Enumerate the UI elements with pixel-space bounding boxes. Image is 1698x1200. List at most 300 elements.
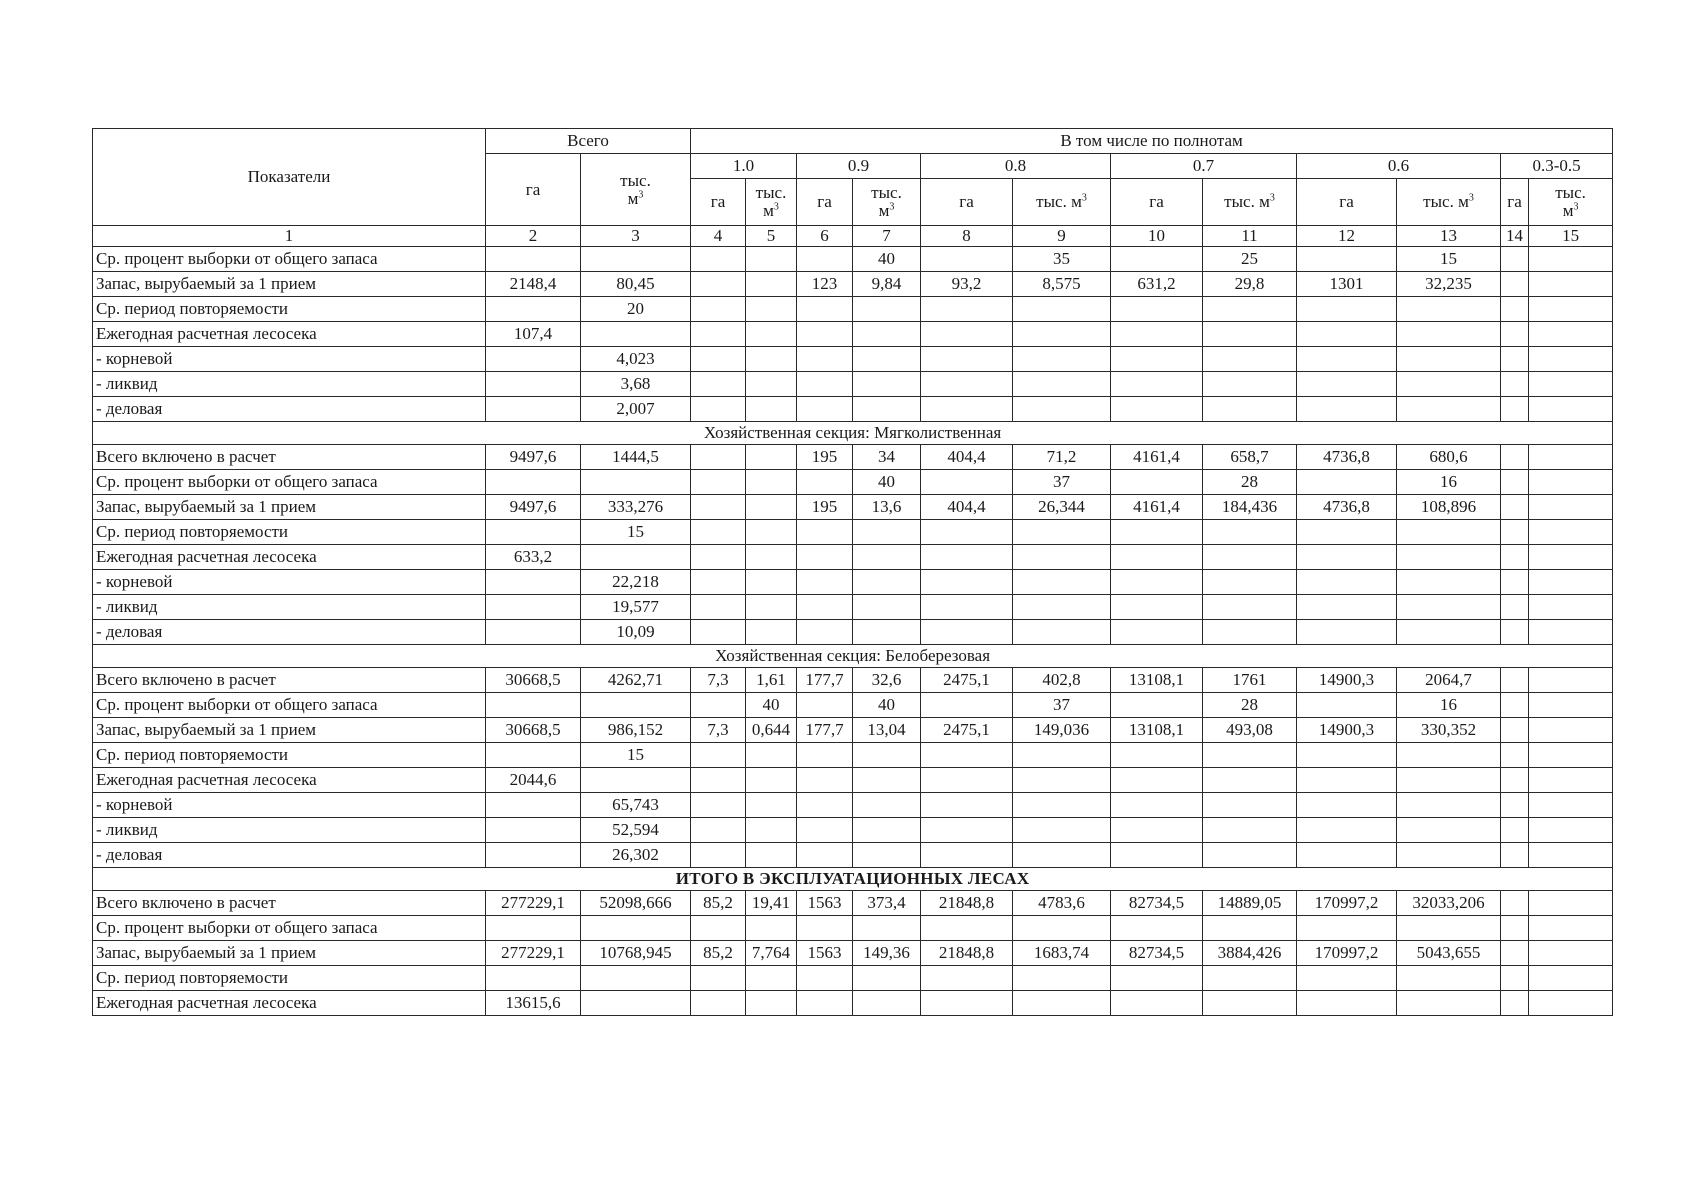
table-cell: 404,4 — [921, 445, 1013, 470]
table-row — [93, 272, 1613, 297]
header-unit-ha: га — [797, 179, 853, 226]
table-cell — [853, 818, 921, 843]
table-cell — [1013, 916, 1111, 941]
table-cell: 32,6 — [853, 668, 921, 693]
table-cell — [691, 620, 746, 645]
table-cell — [691, 470, 746, 495]
table-cell — [1203, 620, 1297, 645]
table-cell: 16 — [1397, 470, 1501, 495]
table-cell: 85,2 — [691, 891, 746, 916]
table-cell — [1501, 818, 1529, 843]
table-cell — [691, 520, 746, 545]
table-cell — [797, 793, 853, 818]
table-cell — [1013, 991, 1111, 1016]
table-cell: 22,218 — [581, 570, 691, 595]
table-cell — [1203, 916, 1297, 941]
table-cell — [1501, 570, 1529, 595]
header-density-5: 0.6 — [1297, 154, 1501, 179]
table-cell — [921, 620, 1013, 645]
table-cell — [1111, 347, 1203, 372]
table-cell — [853, 520, 921, 545]
table-cell — [1529, 247, 1613, 272]
table-cell — [1501, 595, 1529, 620]
table-cell — [691, 818, 746, 843]
table-cell — [746, 545, 797, 570]
table-cell — [1297, 818, 1397, 843]
row-label: - ликвид — [93, 372, 486, 397]
table-cell — [1501, 297, 1529, 322]
table-cell: 177,7 — [797, 718, 853, 743]
table-cell — [1397, 545, 1501, 570]
table-cell — [746, 595, 797, 620]
section-header-row — [93, 645, 1613, 668]
table-cell — [691, 991, 746, 1016]
table-cell — [486, 595, 581, 620]
header-column-number: 8 — [921, 226, 1013, 247]
table-cell — [746, 818, 797, 843]
table-cell: 80,45 — [581, 272, 691, 297]
table-cell — [797, 843, 853, 868]
table-cell — [746, 495, 797, 520]
table-cell — [1203, 397, 1297, 422]
table-cell — [1203, 545, 1297, 570]
table-cell — [1203, 570, 1297, 595]
table-cell: 1563 — [797, 891, 853, 916]
table-cell — [1397, 966, 1501, 991]
table-cell — [486, 818, 581, 843]
table-row — [93, 941, 1613, 966]
table-cell: 40 — [746, 693, 797, 718]
table-cell — [1397, 397, 1501, 422]
header-column-number: 4 — [691, 226, 746, 247]
table-cell — [691, 495, 746, 520]
table-row — [93, 991, 1613, 1016]
table-cell: 1563 — [797, 941, 853, 966]
table-cell: 52,594 — [581, 818, 691, 843]
header-total-volume: тыс. $м^3$ — [581, 154, 691, 226]
header-column-number: 1 — [93, 226, 486, 247]
table-cell — [1297, 570, 1397, 595]
table-cell: 493,08 — [1203, 718, 1297, 743]
table-cell — [691, 595, 746, 620]
table-cell — [921, 322, 1013, 347]
table-cell — [691, 545, 746, 570]
table-cell — [486, 793, 581, 818]
table-cell — [1111, 818, 1203, 843]
header-unit-volume: тыс. $м^3$ — [1529, 179, 1613, 226]
table-cell: 4736,8 — [1297, 445, 1397, 470]
table-cell: 7,3 — [691, 718, 746, 743]
table-cell — [1111, 397, 1203, 422]
table-cell — [921, 693, 1013, 718]
table-cell: 277229,1 — [486, 941, 581, 966]
table-cell — [853, 570, 921, 595]
table-cell — [921, 991, 1013, 1016]
table-cell — [853, 916, 921, 941]
table-cell — [921, 297, 1013, 322]
table-cell — [581, 693, 691, 718]
table-cell — [1111, 372, 1203, 397]
table-cell — [1203, 966, 1297, 991]
table-row — [93, 966, 1613, 991]
table-cell: 37 — [1013, 693, 1111, 718]
table-cell — [1297, 793, 1397, 818]
table-cell — [1111, 693, 1203, 718]
table-cell — [853, 843, 921, 868]
table-cell — [1111, 966, 1203, 991]
table-row — [93, 718, 1613, 743]
table-cell: 25 — [1203, 247, 1297, 272]
header-column-number: 6 — [797, 226, 853, 247]
row-label: Запас, вырубаемый за 1 прием — [93, 941, 486, 966]
table-cell — [1203, 297, 1297, 322]
row-label: Всего включено в расчет — [93, 668, 486, 693]
header-column-number: 9 — [1013, 226, 1111, 247]
table-cell: 2044,6 — [486, 768, 581, 793]
table-cell — [853, 347, 921, 372]
header-column-number: 12 — [1297, 226, 1397, 247]
section-title: Хозяйственная секция: Белоберезовая — [93, 645, 1613, 668]
table-cell — [1501, 941, 1529, 966]
table-cell: 1301 — [1297, 272, 1397, 297]
table-cell — [581, 991, 691, 1016]
table-cell — [1397, 768, 1501, 793]
table-cell: 333,276 — [581, 495, 691, 520]
table-cell — [486, 570, 581, 595]
table-cell: 680,6 — [1397, 445, 1501, 470]
header-total-ha: га — [486, 154, 581, 226]
table-cell — [691, 793, 746, 818]
table-row — [93, 545, 1613, 570]
table-cell — [1529, 966, 1613, 991]
table-cell: 4,023 — [581, 347, 691, 372]
table-cell — [1501, 322, 1529, 347]
table-cell — [746, 768, 797, 793]
table-row — [93, 916, 1613, 941]
table-cell — [1111, 916, 1203, 941]
table-cell: 14900,3 — [1297, 718, 1397, 743]
table-row — [93, 843, 1613, 868]
table-cell — [1013, 297, 1111, 322]
table-cell — [1397, 620, 1501, 645]
table-cell — [691, 966, 746, 991]
table-cell — [1501, 272, 1529, 297]
section-header-row — [93, 422, 1613, 445]
table-cell: 4736,8 — [1297, 495, 1397, 520]
table-cell — [1297, 620, 1397, 645]
table-cell — [486, 372, 581, 397]
table-cell — [921, 843, 1013, 868]
table-cell: 3,68 — [581, 372, 691, 397]
table-cell — [1529, 843, 1613, 868]
table-cell: 4161,4 — [1111, 445, 1203, 470]
row-label: - деловая — [93, 620, 486, 645]
row-label: Запас, вырубаемый за 1 прием — [93, 272, 486, 297]
table-cell — [1529, 272, 1613, 297]
table-cell: 184,436 — [1203, 495, 1297, 520]
row-label: Ср. период повторяемости — [93, 966, 486, 991]
table-cell — [1397, 520, 1501, 545]
table-cell — [1111, 793, 1203, 818]
table-cell — [1501, 397, 1529, 422]
row-label: Ежегодная расчетная лесосека — [93, 322, 486, 347]
table-cell: 177,7 — [797, 668, 853, 693]
table-cell: 330,352 — [1397, 718, 1501, 743]
table-cell: 34 — [853, 445, 921, 470]
table-cell: 0,644 — [746, 718, 797, 743]
table-row — [93, 470, 1613, 495]
table-cell — [1529, 545, 1613, 570]
table-cell — [853, 595, 921, 620]
table-cell: 10768,945 — [581, 941, 691, 966]
table-cell — [1111, 570, 1203, 595]
table-cell: 20 — [581, 297, 691, 322]
table-cell — [581, 470, 691, 495]
table-cell — [797, 247, 853, 272]
table-cell — [1397, 347, 1501, 372]
row-label: - деловая — [93, 397, 486, 422]
table-row — [93, 297, 1613, 322]
row-label: Всего включено в расчет — [93, 891, 486, 916]
header-unit-ha: га — [1111, 179, 1203, 226]
table-row — [93, 247, 1613, 272]
table-cell — [1013, 322, 1111, 347]
table-cell — [1013, 570, 1111, 595]
table-cell — [1013, 768, 1111, 793]
table-cell: 107,4 — [486, 322, 581, 347]
table-cell — [746, 297, 797, 322]
table-cell: 5043,655 — [1397, 941, 1501, 966]
table-cell: 82734,5 — [1111, 941, 1203, 966]
table-cell — [921, 470, 1013, 495]
table-cell: 19,577 — [581, 595, 691, 620]
table-cell: 986,152 — [581, 718, 691, 743]
table-row — [93, 891, 1613, 916]
table-cell — [853, 397, 921, 422]
table-cell — [691, 372, 746, 397]
table-cell — [853, 545, 921, 570]
table-cell — [1529, 793, 1613, 818]
table-cell — [1529, 520, 1613, 545]
table-cell: 13,6 — [853, 495, 921, 520]
table-cell: 37 — [1013, 470, 1111, 495]
table-cell — [486, 693, 581, 718]
table-cell — [1529, 916, 1613, 941]
table-cell — [1501, 693, 1529, 718]
table-cell — [797, 297, 853, 322]
row-label: Ср. процент выборки от общего запаса — [93, 247, 486, 272]
table-cell — [1501, 247, 1529, 272]
header-by-density: В том числе по полнотам — [691, 129, 1613, 154]
table-cell — [1397, 818, 1501, 843]
table-cell — [853, 372, 921, 397]
header-column-number: 7 — [853, 226, 921, 247]
table-cell — [1013, 372, 1111, 397]
table-cell — [853, 743, 921, 768]
table-cell — [797, 545, 853, 570]
table-cell — [853, 966, 921, 991]
table-cell — [1397, 595, 1501, 620]
table-cell — [486, 620, 581, 645]
header-column-number: 5 — [746, 226, 797, 247]
table-cell — [921, 743, 1013, 768]
table-cell — [1297, 768, 1397, 793]
header-column-number: 14 — [1501, 226, 1529, 247]
table-cell — [853, 793, 921, 818]
table-cell — [1529, 445, 1613, 470]
table-cell — [1111, 595, 1203, 620]
table-cell: 277229,1 — [486, 891, 581, 916]
table-cell — [797, 916, 853, 941]
table-cell — [1529, 347, 1613, 372]
table-cell: 658,7 — [1203, 445, 1297, 470]
row-label: Ср. период повторяемости — [93, 743, 486, 768]
table-cell — [1397, 322, 1501, 347]
header-column-number: 13 — [1397, 226, 1501, 247]
table-cell — [1297, 347, 1397, 372]
table-cell: 149,36 — [853, 941, 921, 966]
forest-calculation-table — [92, 128, 1613, 1016]
table-cell — [1203, 768, 1297, 793]
table-cell: 1683,74 — [1013, 941, 1111, 966]
table-cell — [1111, 620, 1203, 645]
table-cell — [853, 768, 921, 793]
table-cell — [746, 743, 797, 768]
table-cell: 16 — [1397, 693, 1501, 718]
header-column-number: 3 — [581, 226, 691, 247]
table-cell — [1529, 991, 1613, 1016]
header-unit-ha: га — [921, 179, 1013, 226]
table-cell — [581, 322, 691, 347]
table-cell — [1297, 843, 1397, 868]
table-cell — [1203, 372, 1297, 397]
header-column-number: 15 — [1529, 226, 1613, 247]
table-cell — [1013, 743, 1111, 768]
table-cell — [1297, 545, 1397, 570]
table-cell: 4262,71 — [581, 668, 691, 693]
table-cell — [746, 793, 797, 818]
table-cell — [797, 818, 853, 843]
table-row — [93, 347, 1613, 372]
table-cell: 9,84 — [853, 272, 921, 297]
table-cell — [581, 247, 691, 272]
table-cell — [797, 991, 853, 1016]
table-cell: 631,2 — [1111, 272, 1203, 297]
table-cell — [797, 620, 853, 645]
table-cell — [921, 347, 1013, 372]
table-cell — [691, 297, 746, 322]
table-cell: 40 — [853, 470, 921, 495]
table-cell — [1501, 347, 1529, 372]
table-cell: 19,41 — [746, 891, 797, 916]
row-label: Ср. период повторяемости — [93, 520, 486, 545]
table-cell — [691, 445, 746, 470]
table-cell — [1297, 397, 1397, 422]
table-cell — [797, 372, 853, 397]
table-cell: 14889,05 — [1203, 891, 1297, 916]
table-cell — [921, 247, 1013, 272]
table-cell — [486, 297, 581, 322]
header-density-3: 0.8 — [921, 154, 1111, 179]
header-unit-volume: тыс. $м^3$ — [1013, 179, 1111, 226]
table-row — [93, 570, 1613, 595]
total-header-row — [93, 868, 1613, 891]
header-unit-ha: га — [1501, 179, 1529, 226]
table-cell — [1203, 818, 1297, 843]
table-cell — [853, 297, 921, 322]
table-row — [93, 495, 1613, 520]
table-cell: 32,235 — [1397, 272, 1501, 297]
table-cell: 26,344 — [1013, 495, 1111, 520]
table-cell — [1013, 347, 1111, 372]
table-cell: 85,2 — [691, 941, 746, 966]
table-row — [93, 818, 1613, 843]
table-cell — [1397, 991, 1501, 1016]
table-cell: 15 — [581, 520, 691, 545]
table-cell — [1297, 297, 1397, 322]
table-cell: 82734,5 — [1111, 891, 1203, 916]
row-label: Ср. процент выборки от общего запаса — [93, 470, 486, 495]
table-cell — [797, 470, 853, 495]
table-row — [93, 793, 1613, 818]
table-cell — [1501, 668, 1529, 693]
table-cell: 40 — [853, 247, 921, 272]
table-cell — [1013, 966, 1111, 991]
table-cell: 1761 — [1203, 668, 1297, 693]
table-cell — [746, 470, 797, 495]
table-cell — [797, 743, 853, 768]
table-cell: 30668,5 — [486, 718, 581, 743]
row-label: - корневой — [93, 570, 486, 595]
table-cell — [486, 916, 581, 941]
table-cell — [1111, 768, 1203, 793]
table-cell — [746, 620, 797, 645]
table-cell — [921, 966, 1013, 991]
header-total: Всего — [486, 129, 691, 154]
table-cell — [1529, 470, 1613, 495]
table-cell — [1111, 322, 1203, 347]
table-cell — [1297, 520, 1397, 545]
row-label: Ежегодная расчетная лесосека — [93, 545, 486, 570]
table-cell — [746, 966, 797, 991]
table-cell — [486, 743, 581, 768]
table-cell — [691, 570, 746, 595]
table-cell — [1297, 916, 1397, 941]
table-cell — [1111, 545, 1203, 570]
table-cell: 9497,6 — [486, 495, 581, 520]
table-cell — [486, 470, 581, 495]
table-cell — [1297, 595, 1397, 620]
table-row — [93, 372, 1613, 397]
table-cell: 195 — [797, 495, 853, 520]
table-cell — [1013, 397, 1111, 422]
table-cell: 2475,1 — [921, 668, 1013, 693]
table-cell — [1297, 991, 1397, 1016]
table-cell — [486, 247, 581, 272]
table-cell — [1111, 247, 1203, 272]
table-cell — [746, 916, 797, 941]
table-cell: 7,764 — [746, 941, 797, 966]
table-cell — [921, 397, 1013, 422]
header-column-number: 2 — [486, 226, 581, 247]
table-cell — [1529, 718, 1613, 743]
table-cell — [746, 520, 797, 545]
table-cell: 71,2 — [1013, 445, 1111, 470]
table-cell — [1203, 743, 1297, 768]
table-cell — [1397, 297, 1501, 322]
table-cell — [1529, 941, 1613, 966]
table-cell: 633,2 — [486, 545, 581, 570]
